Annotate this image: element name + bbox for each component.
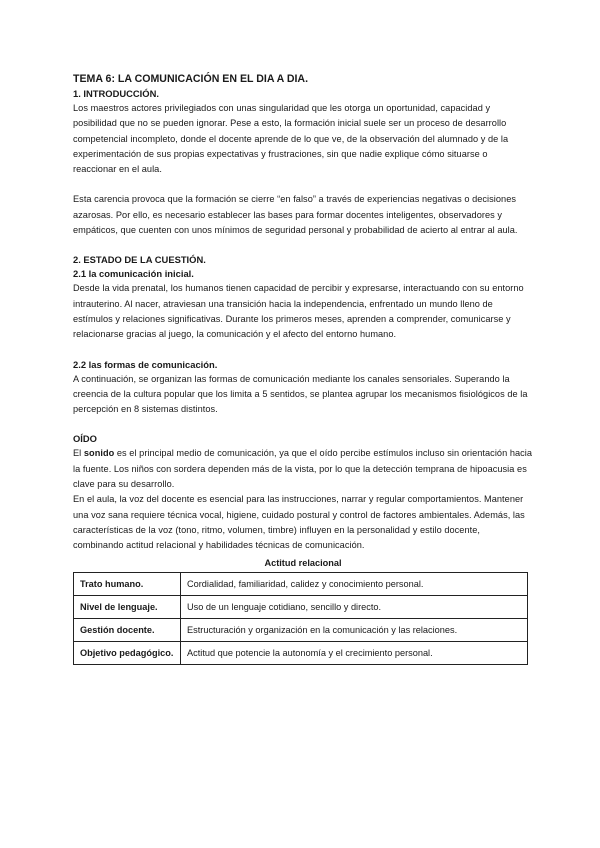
subsection-formas-comunicacion-heading: 2.2 las formas de comunicación. (73, 358, 218, 370)
table-row-value: Cordialidad, familiaridad, calidez y conocimiento personal. (181, 572, 528, 595)
spacer (73, 343, 533, 358)
oido-p1-post: es el principal medio de comunicación, ya que el oído percibe estímulos incluso sin orientación hacia la fuente. Los niños con sordera dependen más de la vista, por lo que la detección temprana de hipoacusia es clave para su desarrollo. (73, 448, 533, 490)
table-row-key: Nivel de lenguaje. (74, 595, 181, 618)
document-title: TEMA 6: LA COMUNICACIÓN EN EL DIA A DIA. (73, 73, 309, 85)
table-row (74, 618, 528, 641)
table-row-key: Trato humano. (74, 572, 181, 595)
oido-p1-pre: El (73, 448, 84, 459)
spacer (73, 177, 533, 192)
table-row (74, 595, 528, 618)
subsection-comunicacion-inicial-heading: 2.1 la comunicación inicial. (73, 268, 194, 280)
comunicacion-inicial-paragraph: Desde la vida prenatal, los humanos tienen capacidad de percibir y expresarse, interactuando con su entorno intrauterino. Al nacer, atraviesan una transición hacia la independencia, enfrentado un mundo lleno de estímulos y relaciones significativas. Durante los primeros meses, aprenden a comprender, comunicarse y relacionarse gracias al juego, la comunicación y el afecto del entorno humano. (73, 283, 524, 340)
section-introduccion-heading: 1. INTRODUCCIÓN. (73, 88, 159, 99)
table-row-key: Objetivo pedagógico. (74, 641, 181, 664)
intro-paragraph-1: Los maestros actores privilegiados con unas singularidad que les otorga un oportunidad, capacidad y posibilidad que no se pueden ignorar. Pese a esto, la formación inicial suele ser un proceso de desarrollo competencial incompleto, donde el docente aprende de lo que ve, de la observación del alumnado y de la experimentación de sus propias expectativas y frustraciones, sin que nadie explique cómo situarse o reaccionar en el aula. (73, 103, 509, 175)
table-caption: Actitud relacional (264, 557, 342, 568)
table-row-value: Actitud que potencie la autonomía y el crecimiento personal. (181, 641, 528, 664)
table-row-value: Uso de un lenguaje cotidiano, sencillo y directo. (181, 595, 528, 618)
sonido-term: sonido (83, 448, 115, 459)
oido-paragraph-1 (73, 446, 533, 492)
document-body (73, 72, 533, 665)
table-row (74, 572, 528, 595)
table-row-value: Estructuración y organización en la comunicación y las relaciones. (181, 618, 528, 641)
spacer (73, 238, 533, 253)
table-row (74, 641, 528, 664)
table-row-key: Gestión docente. (74, 618, 181, 641)
oido-paragraph-2: En el aula, la voz del docente es esencial para las instrucciones, narrar y regular comportamientos. Mantener una voz sana requiere técnica vocal, higiene, cuidado postural y control de factores ambientales. Además, las características de la voz (tono, ritmo, volumen, timbre) influyen en la personalidad y estilo docente, combinando actitud relacional y habilidades técnicas de comunicación. (73, 494, 525, 551)
intro-paragraph-2: Esta carencia provoca que la formación se cierre “en falso” a través de experiencias negativas o decisiones azarosas. Por ello, es necesario establecer las bases para formar docentes inteligentes, observadores y empáticos, que cuenten con unos mínimos de seguridad personal y probabilidad de acierto al entrar al aula. (73, 194, 518, 236)
section-oido-heading: OÍDO (73, 433, 97, 445)
actitud-relacional-table (73, 572, 528, 665)
spacer (73, 417, 533, 432)
section-estado-heading: 2. ESTADO DE LA CUESTIÓN. (73, 254, 206, 266)
formas-comunicacion-paragraph: A continuación, se organizan las formas de comunicación mediante los canales sensoriales. Superando la creencia de la cultura popular que los limita a 5 sentidos, se plantea agrupar los mecanismos fisiológicos de la percepción en 8 sistemas distintos. (73, 373, 528, 415)
